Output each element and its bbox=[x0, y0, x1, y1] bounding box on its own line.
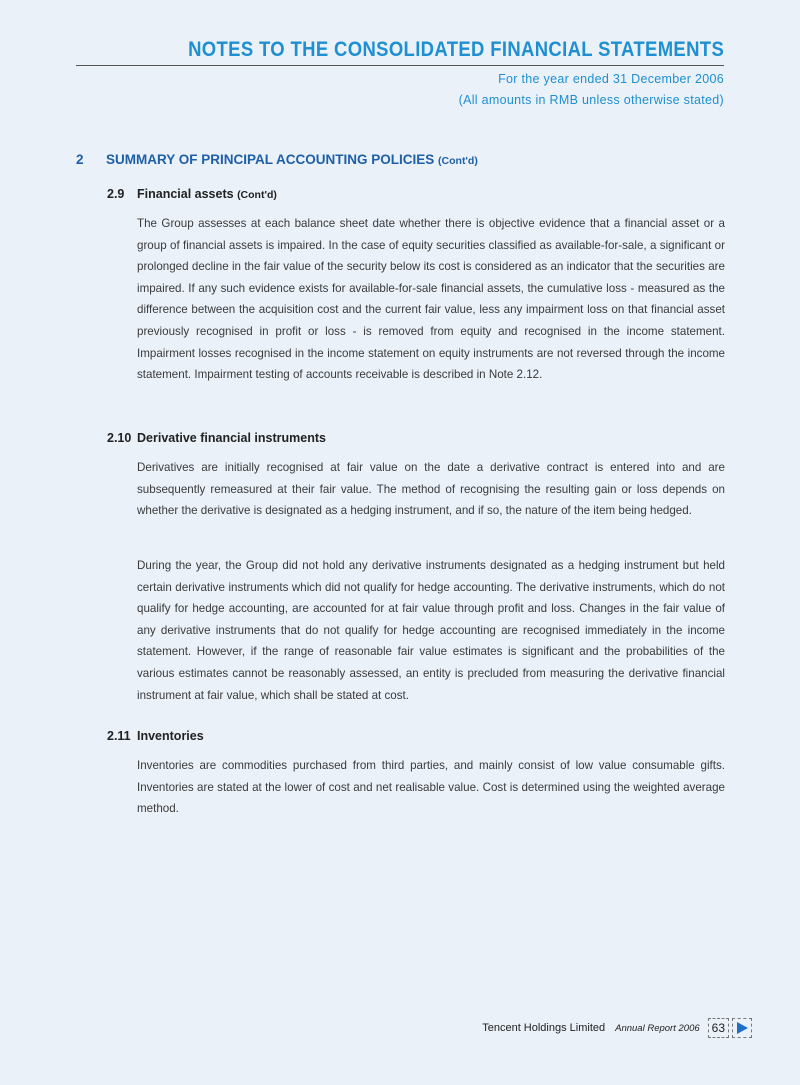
play-arrow-icon bbox=[735, 1021, 749, 1035]
subsection-number: 2.9 bbox=[107, 187, 125, 201]
header-subtitle-period: For the year ended 31 December 2006 bbox=[498, 72, 724, 86]
paragraph-2-11-1: Inventories are commodities purchased from third parties, and mainly consist of low value consumable gifts. Inventories are stated at the lower of cost and net realisable value. Cost is determined using the weighted average method. bbox=[137, 759, 725, 816]
header-subtitle-currency: (All amounts in RMB unless otherwise stated) bbox=[458, 93, 724, 107]
section-cont: (Cont'd) bbox=[438, 155, 478, 167]
next-page-button[interactable] bbox=[732, 1018, 752, 1038]
paragraph-2-10-1: Derivatives are initially recognised at fair value on the date a derivative contract is entered into and are subsequently remeasured at their fair value. The method of recognising the resulting gain or loss depends on whether the derivative is designated as a hedging instrument, and if so, the nature of the item being hedged. bbox=[137, 461, 725, 518]
subsection-heading-2-10 bbox=[107, 431, 326, 445]
subsection-title: Financial assets bbox=[137, 187, 234, 201]
section-number: 2 bbox=[76, 152, 84, 167]
footer bbox=[482, 1018, 752, 1038]
subsection-title: Inventories bbox=[137, 729, 204, 743]
subsection-cont: (Cont'd) bbox=[237, 189, 277, 201]
paragraph-2-10-2: During the year, the Group did not hold any derivative instruments designated as a hedging instrument but held certain derivative instruments which did not qualify for hedge accounting. The derivative instruments, which do not qualify for hedge accounting, are accounted for at fair value through profit and loss. Changes in the fair value of any derivative instruments that do not qualify for hedge accounting are recognised immediately in the income statement. However, if the range of reasonable fair value estimates is significant and the probabilities of the various estimates cannot be reasonably assessed, an entity is precluded from measuring the derivative financial instrument at fair value, which shall be stated at cost. bbox=[137, 559, 725, 702]
header-rule bbox=[76, 65, 724, 66]
section-title: SUMMARY OF PRINCIPAL ACCOUNTING POLICIES bbox=[106, 152, 435, 167]
paragraph-2-9-1: The Group assesses at each balance sheet date whether there is objective evidence that a financial asset or a group of financial assets is impaired. In the case of equity securities classified as available-for-sale, a significant or prolonged decline in the fair value of the security below its cost is considered as an indicator that the securities are impaired. If any such evidence exists for available-for-sale financial assets, the cumulative loss - measured as the difference between the acquisition cost and the current fair value, less any impairment loss on that financial asset previously recognised in profit or loss - is removed from equity and recognised in the income statement. Impairment losses recognised in the income statement on equity instruments are not reversed through the income statement. Impairment testing of accounts receivable is described in Note 2.12. bbox=[137, 217, 725, 382]
subsection-heading-2-9 bbox=[107, 187, 277, 201]
subsection-number: 2.11 bbox=[107, 729, 131, 743]
header-title: NOTES TO THE CONSOLIDATED FINANCIAL STATEMENTS bbox=[187, 38, 724, 61]
section-heading bbox=[76, 152, 478, 167]
subsection-heading-2-11 bbox=[107, 729, 204, 743]
footer-report: Annual Report 2006 bbox=[615, 1022, 700, 1034]
subsection-number: 2.10 bbox=[107, 431, 132, 445]
subsection-title: Derivative financial instruments bbox=[137, 431, 326, 445]
page-number: 63 bbox=[708, 1018, 729, 1038]
footer-company: Tencent Holdings Limited bbox=[482, 1022, 606, 1034]
